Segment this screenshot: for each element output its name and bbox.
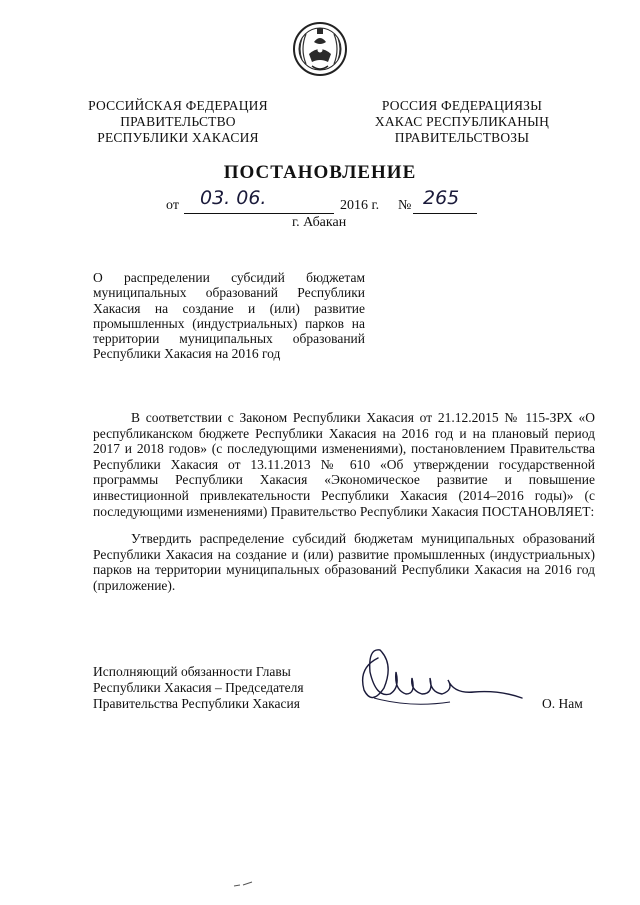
body-paragraph-1: В соответствии с Законом Республики Хакасия от 21.12.2015 № 115-ЗРХ «О республиканском бюджете Республики Хакасия на 2016 год и на плановый период 2017 и 2018 годов» (с последующими изменениями), постановлением Правительства Республики Хакасия от 13.11.2013 № 610 «Об утверждении государственной программы Республики Хакасия «Экономическое развитие и повышение инвестиционной привлекательности Республики Хакасия (2014–2016 годы)» (с последующими изменениями) Правительство Республики Хакасия ПОСТАНОВЛЯЕТ: [93,410,595,519]
date-prefix: от [166,198,179,213]
body-paragraph-2: Утвердить распределение субсидий бюджетам муниципальных образований Республики Хакасия на создание и (или) развитие промышленных (индустриальных) парков на территории муниципальных образований Республики Хакасия на 2016 год (приложение). [93,531,595,593]
header-left-line: РОССИЙСКАЯ ФЕДЕРАЦИЯ [88,98,268,113]
number-field [413,187,477,214]
date-field [184,187,334,214]
number-handwritten: 265 [423,187,460,209]
header-left-line: ПРАВИТЕЛЬСТВО [120,114,236,129]
year-text: 2016 г. [340,198,380,213]
signatory-position-line: Республики Хакасия – Председателя [93,680,304,695]
coat-of-arms-icon [292,20,348,78]
document-subject: О распределении субсидий бюджетам муниципальных образований Республики Хакасия на создание и (или) развитие промышленных (индустриальных) парков на территории муниципальных образований Республики Хакасия на 2016 год [93,270,365,362]
header-right-line: ПРАВИТЕЛЬСТВОЗЫ [394,130,530,145]
document-title: ПОСТАНОВЛЕНИЕ [223,162,417,183]
signatory-position-line: Исполняющий обязанности Главы [93,664,291,679]
date-handwritten: 03. 06. [200,187,267,209]
signatory-position [93,664,343,712]
header-right-line: РОССИЯ ФЕДЕРАЦИЯЗЫ [381,98,543,113]
signatory-position-line: Правительства Республики Хакасия [93,696,300,711]
header-left-line: РЕСПУБЛИКИ ХАКАСИЯ [97,130,259,145]
handwritten-signature [350,628,530,718]
signatory-name: О. Нам [542,696,583,711]
scan-mark [232,880,254,888]
header-right [362,98,562,146]
city-label: г. Абакан [292,215,347,230]
number-sign: № [398,198,412,213]
header-right-line: ХАКАС РЕСПУБЛИКАНЫҢ [374,114,550,129]
header-left [78,98,278,146]
